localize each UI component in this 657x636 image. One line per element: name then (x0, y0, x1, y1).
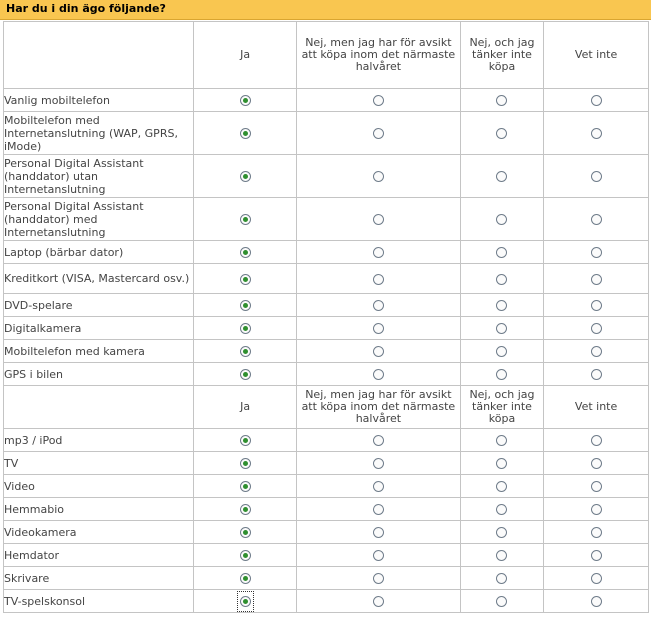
item-label: Laptop (bärbar dator) (4, 241, 193, 263)
item-label: Hemmabio (4, 498, 193, 520)
radio-button[interactable] (496, 346, 507, 357)
option-cell (297, 498, 460, 520)
option-cell (544, 567, 648, 589)
radio-button[interactable] (240, 274, 251, 285)
item-label: Hemdator (4, 544, 193, 566)
radio-button[interactable] (591, 95, 602, 106)
option-cell (544, 294, 648, 316)
option-cell (461, 340, 543, 362)
radio-button[interactable] (373, 214, 384, 225)
radio-button[interactable] (373, 323, 384, 334)
radio-button[interactable] (240, 504, 251, 515)
option-cell (194, 264, 296, 293)
radio-button[interactable] (240, 481, 251, 492)
column-header: Nej, och jag tänker inte köpa (461, 22, 543, 88)
option-cell (194, 340, 296, 362)
option-cell (544, 264, 648, 293)
question-row (4, 544, 648, 566)
option-cell (297, 198, 460, 240)
radio-button[interactable] (591, 247, 602, 258)
option-cell (461, 498, 543, 520)
radio-button[interactable] (240, 550, 251, 561)
option-cell (461, 89, 543, 111)
option-cell (194, 112, 296, 154)
radio-button[interactable] (591, 527, 602, 538)
header-blank-cell (4, 386, 193, 428)
option-cell (544, 498, 648, 520)
radio-button[interactable] (240, 596, 251, 607)
question-row (4, 112, 648, 154)
question-row (4, 198, 648, 240)
radio-button[interactable] (591, 171, 602, 182)
item-label: Kreditkort (VISA, Mastercard osv.) (4, 264, 193, 293)
radio-button[interactable] (240, 435, 251, 446)
item-label: TV (4, 452, 193, 474)
column-header: Vet inte (544, 386, 648, 428)
radio-button[interactable] (373, 369, 384, 380)
radio-button[interactable] (591, 596, 602, 607)
radio-button[interactable] (591, 369, 602, 380)
item-label: Personal Digital Assistant (handdator) med Internetanslutning (4, 198, 193, 240)
survey-matrix (3, 21, 649, 613)
radio-button[interactable] (240, 346, 251, 357)
question-row (4, 155, 648, 197)
radio-button[interactable] (496, 481, 507, 492)
option-cell (297, 567, 460, 589)
radio-button[interactable] (240, 171, 251, 182)
focus-outline (237, 591, 254, 612)
option-cell (544, 340, 648, 362)
option-cell (297, 590, 460, 612)
option-cell (194, 521, 296, 543)
radio-button[interactable] (373, 573, 384, 584)
option-cell (297, 521, 460, 543)
column-header: Nej, men jag har för avsikt att köpa inom det närmaste halvåret (297, 22, 460, 88)
radio-button[interactable] (373, 274, 384, 285)
radio-button[interactable] (496, 171, 507, 182)
option-cell (194, 363, 296, 385)
question-title-bar (0, 0, 651, 20)
radio-button[interactable] (240, 300, 251, 311)
option-cell (461, 294, 543, 316)
question-row (4, 498, 648, 520)
radio-button[interactable] (373, 95, 384, 106)
option-cell (461, 429, 543, 451)
radio-button[interactable] (240, 247, 251, 258)
radio-button[interactable] (496, 128, 507, 139)
question-row (4, 241, 648, 263)
option-cell (461, 567, 543, 589)
radio-button[interactable] (591, 435, 602, 446)
option-cell (461, 112, 543, 154)
option-cell (297, 475, 460, 497)
item-label: Mobiltelefon med kamera (4, 340, 193, 362)
radio-button[interactable] (496, 214, 507, 225)
question-row (4, 590, 648, 612)
option-cell (461, 363, 543, 385)
item-label: Skrivare (4, 567, 193, 589)
radio-button[interactable] (240, 214, 251, 225)
radio-button[interactable] (496, 527, 507, 538)
radio-button[interactable] (240, 128, 251, 139)
radio-button[interactable] (591, 458, 602, 469)
option-cell (194, 155, 296, 197)
radio-button[interactable] (373, 435, 384, 446)
radio-button[interactable] (496, 323, 507, 334)
radio-button[interactable] (496, 458, 507, 469)
question-row (4, 521, 648, 543)
option-cell (461, 198, 543, 240)
column-header: Ja (194, 386, 296, 428)
option-cell (544, 429, 648, 451)
radio-button[interactable] (496, 369, 507, 380)
radio-button[interactable] (496, 300, 507, 311)
option-cell (544, 475, 648, 497)
radio-button[interactable] (591, 214, 602, 225)
radio-button[interactable] (373, 481, 384, 492)
question-row (4, 429, 648, 451)
radio-button[interactable] (591, 550, 602, 561)
option-cell (461, 452, 543, 474)
question-row (4, 363, 648, 385)
radio-button[interactable] (496, 504, 507, 515)
column-header: Vet inte (544, 22, 648, 88)
option-cell (297, 317, 460, 339)
radio-button[interactable] (240, 323, 251, 334)
radio-button[interactable] (373, 550, 384, 561)
option-cell (544, 452, 648, 474)
option-cell (194, 294, 296, 316)
radio-button[interactable] (591, 323, 602, 334)
option-cell (544, 89, 648, 111)
option-cell (297, 294, 460, 316)
question-row (4, 89, 648, 111)
option-cell (194, 89, 296, 111)
option-cell (461, 590, 543, 612)
header-row (4, 386, 648, 428)
radio-button[interactable] (496, 274, 507, 285)
question-row (4, 294, 648, 316)
option-cell (544, 112, 648, 154)
radio-button[interactable] (591, 481, 602, 492)
option-cell (461, 241, 543, 263)
option-cell (461, 521, 543, 543)
option-cell (194, 452, 296, 474)
item-label: TV-spelskonsol (4, 590, 193, 612)
option-cell (544, 544, 648, 566)
option-cell (544, 521, 648, 543)
item-label: Personal Digital Assistant (handdator) utan Internetanslutning (4, 155, 193, 197)
header-blank-cell (4, 22, 193, 88)
option-cell (194, 475, 296, 497)
radio-button[interactable] (240, 527, 251, 538)
item-label: Mobiltelefon med Internetanslutning (WAP, GPRS, iMode) (4, 112, 193, 154)
option-cell (544, 363, 648, 385)
radio-button[interactable] (496, 247, 507, 258)
item-label: Vanlig mobiltelefon (4, 89, 193, 111)
radio-button[interactable] (373, 346, 384, 357)
radio-button[interactable] (373, 458, 384, 469)
question-row (4, 264, 648, 293)
radio-button[interactable] (496, 95, 507, 106)
question-title: Har du i din ägo följande? (6, 2, 166, 15)
option-cell (297, 452, 460, 474)
option-cell (297, 89, 460, 111)
option-cell (544, 155, 648, 197)
question-row (4, 340, 648, 362)
radio-button[interactable] (591, 300, 602, 311)
item-label: Videokamera (4, 521, 193, 543)
option-cell (544, 198, 648, 240)
header-row (4, 22, 648, 88)
option-cell (461, 475, 543, 497)
radio-button[interactable] (591, 573, 602, 584)
option-cell (194, 498, 296, 520)
option-cell (461, 544, 543, 566)
option-cell (297, 340, 460, 362)
radio-button[interactable] (240, 95, 251, 106)
radio-button[interactable] (496, 435, 507, 446)
radio-button[interactable] (373, 504, 384, 515)
radio-button[interactable] (591, 504, 602, 515)
option-cell (194, 317, 296, 339)
column-header: Ja (194, 22, 296, 88)
option-cell (544, 590, 648, 612)
radio-button[interactable] (591, 274, 602, 285)
option-cell (297, 241, 460, 263)
option-cell (461, 264, 543, 293)
item-label: Video (4, 475, 193, 497)
radio-button[interactable] (373, 128, 384, 139)
option-cell (297, 155, 460, 197)
item-label: DVD-spelare (4, 294, 193, 316)
radio-button[interactable] (496, 550, 507, 561)
item-label: Digitalkamera (4, 317, 193, 339)
option-cell (297, 363, 460, 385)
radio-button[interactable] (373, 247, 384, 258)
radio-button[interactable] (496, 573, 507, 584)
option-cell (461, 317, 543, 339)
option-cell (194, 567, 296, 589)
radio-button[interactable] (496, 596, 507, 607)
radio-button[interactable] (373, 596, 384, 607)
radio-button[interactable] (240, 573, 251, 584)
option-cell (297, 429, 460, 451)
option-cell (194, 544, 296, 566)
radio-button[interactable] (591, 346, 602, 357)
radio-button[interactable] (591, 128, 602, 139)
option-cell (297, 264, 460, 293)
option-cell (297, 544, 460, 566)
option-cell (544, 241, 648, 263)
radio-button[interactable] (240, 369, 251, 380)
radio-button[interactable] (240, 458, 251, 469)
option-cell (194, 429, 296, 451)
column-header: Nej, och jag tänker inte köpa (461, 386, 543, 428)
question-row (4, 452, 648, 474)
option-cell (544, 317, 648, 339)
item-label: GPS i bilen (4, 363, 193, 385)
column-header: Nej, men jag har för avsikt att köpa inom det närmaste halvåret (297, 386, 460, 428)
option-cell (194, 198, 296, 240)
item-label: mp3 / iPod (4, 429, 193, 451)
radio-button[interactable] (373, 300, 384, 311)
radio-button[interactable] (373, 527, 384, 538)
option-cell (194, 590, 296, 612)
radio-button[interactable] (373, 171, 384, 182)
option-cell (194, 241, 296, 263)
option-cell (297, 112, 460, 154)
question-row (4, 475, 648, 497)
question-row (4, 317, 648, 339)
question-row (4, 567, 648, 589)
option-cell (461, 155, 543, 197)
